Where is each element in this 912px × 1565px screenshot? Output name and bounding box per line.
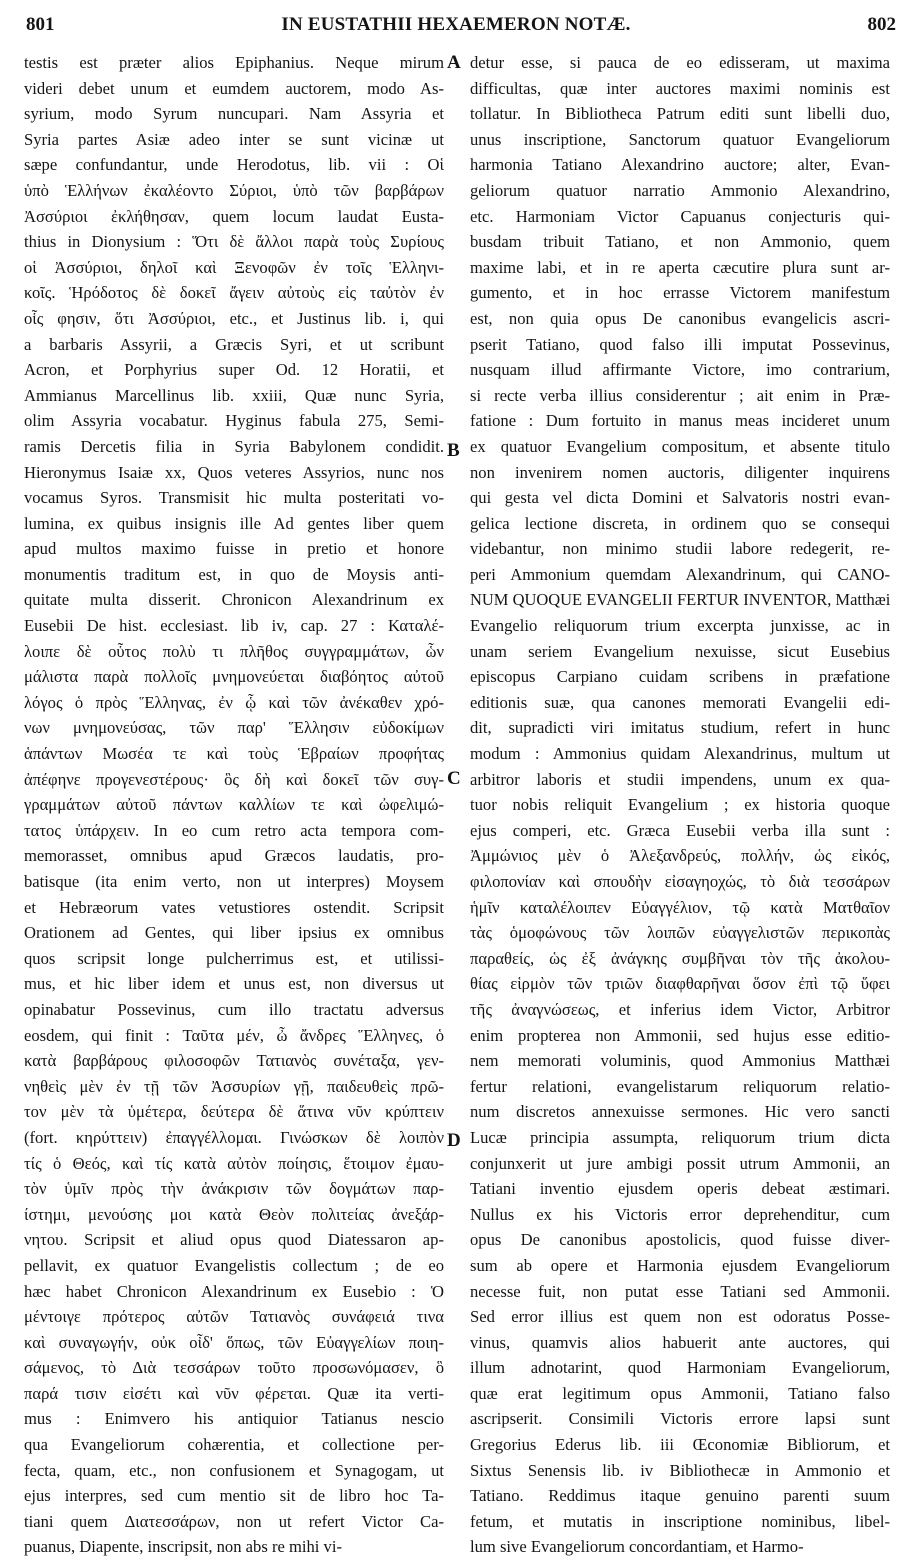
text-line: τίς ὁ Θεός, καὶ τίς κατὰ αὐτὸν ποίησις, ἕτοιμον ἐμαυ- bbox=[24, 1153, 444, 1173]
text-line: quitate multa disserit. Chronicon Alexandrinum ex bbox=[24, 590, 444, 610]
text-line: enim propterea non Ammonii, sed hujus esse editio- bbox=[470, 1025, 890, 1045]
text-line: ramis Dercetis filia in Syria Babylonem condidit. bbox=[24, 436, 444, 456]
text-line: sæpe confundantur, unde Herodotus, lib. vii : Οἱ bbox=[24, 155, 444, 175]
text-line: vocamus Syros. Transmisit hic multa posteritati vo- bbox=[24, 488, 444, 508]
text-line: Hieronymus Isaiæ xx, Quos veteres Assyrios, nunc nos bbox=[24, 462, 444, 482]
text-line: eosdem, qui finit : Ταῦτα μέν, ὦ ἄνδρες Ἕλληνες, ὁ bbox=[24, 1025, 444, 1045]
text-line: opus De canonibus apostolicis, quod fuisse diver- bbox=[470, 1230, 890, 1250]
text-line: si recte verba illius considerentur ; ait enim in Præ- bbox=[470, 385, 890, 405]
text-line: et Hebræorum vates vetustiores ostendit. Scripsit bbox=[24, 897, 444, 917]
text-line: difficultas, quæ inter auctores maximi nominis est bbox=[470, 78, 890, 98]
text-line: οἷς φησιν, ὅτι Ἀσσύριοι, etc., et Justinus lib. i, qui bbox=[24, 308, 444, 328]
text-line: peri Ammonium quemdam Alexandrinum, qui CANO- bbox=[470, 564, 890, 584]
text-line: ejus interpres, sed cum mentio sit de libro hoc Ta- bbox=[24, 1486, 444, 1506]
text-line: episcopus Carpiano cuidam scribens in præfatione bbox=[470, 667, 890, 687]
text-line: fatione : Dum fortuito in manus meas incideret unum bbox=[470, 411, 890, 431]
running-header bbox=[0, 0, 912, 46]
text-line: arbitror laboris et studii impendens, unum ex qua- bbox=[470, 769, 890, 789]
text-line: thius in Dionysium : Ὅτι δὲ ἄλλοι παρὰ τοὺς Συρίους bbox=[24, 232, 444, 252]
text-line: λόγος ὁ πρὸς Ἕλληνας, ἐν ᾧ καὶ τῶν ἀνέκαθεν χρό- bbox=[24, 692, 444, 712]
text-line: hæc habet Chronicon Alexandrinum ex Eusebio : Ὁ bbox=[24, 1281, 444, 1301]
text-line: nusquam illud affirmante Victore, imo contrarium, bbox=[470, 360, 890, 380]
text-line: pserit Tatiano, quod falso illi imputat Possevinus, bbox=[470, 334, 890, 354]
text-line: παραθείς, ὡς ἐξ ἀνάγκης συμβῆναι τὸν τῆς ἀκολου- bbox=[470, 948, 890, 968]
text-line: batisque (ita enim verto, non ut interpres) Moysem bbox=[24, 872, 444, 891]
text-line: unus inscriptione, Sanctorum quatuor Evangeliorum bbox=[470, 129, 890, 149]
text-line: monumentis traditum est, in quo de Moysis anti- bbox=[24, 564, 444, 584]
text-line: Syria partes Asiæ adeo inter se sunt vicinæ ut bbox=[24, 129, 444, 149]
text-line: λοιπε δὲ οὗτος πολὺ τι πλῆθος συγγραμμάτων, ὧν bbox=[24, 641, 444, 661]
text-line: vinus, quamvis alios habuerit ante auctores, qui bbox=[470, 1332, 890, 1352]
text-line: θίας εἱρμὸν τῶν τριῶν διαφθαρῆναι ὅσον ἐπὶ τῷ ὕφει bbox=[470, 974, 890, 994]
text-line: fertur relationi, evangelistarum reliquorum relatio- bbox=[470, 1076, 890, 1096]
text-line: Ammianus Marcellinus lib. xxiii, Quæ nunc Syria, bbox=[24, 385, 444, 405]
text-line: illum adnotarint, quod Harmoniam Evangeliorum, bbox=[470, 1358, 890, 1378]
text-line: quæ erat legitimum opus Ammonii, Tatiano falso bbox=[470, 1383, 890, 1403]
text-line: busdam tribuit Tatiano, et non Ammonio, quem bbox=[470, 232, 890, 252]
text-line: editionis suæ, qua canones memorati Evangelii edi- bbox=[470, 692, 890, 712]
text-line: videri debet unum et eumdem auctorem, modo As- bbox=[24, 78, 444, 98]
text-line: conjunxerit ut jure ambigi possit utrum Ammonii, an bbox=[470, 1153, 890, 1173]
text-line: Nullus ex his Victoris error deprehenditur, cum bbox=[470, 1204, 890, 1224]
text-line: sum ab opere et Harmonia ejusdem Evangeliorum bbox=[470, 1255, 890, 1275]
margin-marker-d: D bbox=[447, 1130, 461, 1151]
text-line: tiani quem Διατεσσάρων, non ut refert Victor Ca- bbox=[24, 1511, 444, 1531]
text-line: geliorum quatuor narratio Ammonio Alexandrino, bbox=[470, 180, 890, 200]
text-line: non invenirem nomen auctoris, diligenter inquirens bbox=[470, 462, 890, 482]
text-line: ex quatuor Evangelium compositum, et absente titulo bbox=[470, 436, 890, 456]
text-line: dit, supradicti viri imitatus studium, refert in hunc bbox=[470, 718, 890, 738]
text-line: fecta, quam, etc., non confusionem et Synagogam, ut bbox=[24, 1460, 444, 1480]
text-line: apud multos maximo fuisse in pretio et honore bbox=[24, 539, 444, 559]
text-line: Tatiano. Reddimus itaque genuino parenti suum bbox=[470, 1486, 890, 1506]
text-line: μάλιστα παρὰ πολλοῖς μνημονεύεται διαβόητος αὐτοῦ bbox=[24, 667, 444, 687]
text-line: pellavit, ex quatuor Evangelistis collectum ; de eo bbox=[24, 1255, 444, 1275]
text-line: τῆς ἀναγνώσεως, et inferius idem Victor, Arbitror bbox=[470, 999, 890, 1019]
text-line: NUM QUOQUE EVANGELII FERTUR INVENTOR, Matthæi bbox=[470, 590, 891, 610]
margin-marker-a: A bbox=[447, 52, 461, 73]
text-line: κοῖς. Ἡρόδοτος δὲ δοκεῖ ἄγειν αὐτοὺς εἰς ταὐτὸν ἐν bbox=[24, 283, 444, 303]
text-line: necesse fuit, non putat esse Tatiani sed Ammonii. bbox=[470, 1281, 890, 1301]
text-line: Sixtus Senensis lib. iv Bibliothecæ in Ammonio et bbox=[470, 1460, 890, 1480]
text-line: fetum, et mutatis in inscriptione nominibus, libel- bbox=[470, 1511, 890, 1531]
text-line: τὰς ὁμοφώνους τῶν λοιπῶν εὐαγγελιστῶν περικοπὰς bbox=[470, 923, 890, 943]
text-line: lumina, ex quibus insignis ille Ad gentes liber quem bbox=[24, 513, 444, 533]
margin-marker-b: B bbox=[447, 440, 460, 461]
text-line: videbantur, non minimo studii labore redegerit, re- bbox=[470, 539, 890, 559]
text-line: est, non quia opus De canonibus evangelicis ascri- bbox=[470, 308, 890, 328]
text-line: a barbaris Assyrii, a Græcis Syri, et ut scribunt bbox=[24, 334, 444, 354]
text-line: ἁπάντων Μωσέα τε καὶ τοὺς Ἑβραίων προφήτας bbox=[24, 744, 444, 764]
text-line: ὑπὸ Ἑλλήνων ἐκαλέοντο Σύριοι, ὑπὸ τῶν βαρβάρων bbox=[24, 180, 444, 200]
text-line: σάμενος, τὸ Διὰ τεσσάρων τοῦτο προσωνόμασεν, ὃ bbox=[24, 1358, 444, 1378]
text-line: tollatur. In Bibliotheca Patrum editi sunt libelli duo, bbox=[470, 104, 890, 124]
text-line: tuor nobis reliquit Evangelium ; ex historia quoque bbox=[470, 795, 890, 815]
text-line: ascripserit. Consimili Victoris errore lapsi sunt bbox=[470, 1409, 890, 1429]
text-line: quos scripsit longe pulcherrimus est, et utilissi- bbox=[24, 948, 444, 968]
text-line: τατος ὑπάρχειν. In eo cum retro acta tempora com- bbox=[24, 820, 444, 840]
text-line: Ἀμμώνιος μὲν ὁ Ἀλεξανδρεύς, πολλήν, ὡς εἰκός, bbox=[470, 846, 890, 866]
page-number-right: 802 bbox=[867, 14, 896, 35]
text-line: modum : Ammonius quidam Alexandrinus, multum ut bbox=[470, 744, 890, 764]
text-line: τὸν ὑμῖν πρὸς τὴν ἀνάκρισιν τῶν δογμάτων παρ- bbox=[24, 1179, 444, 1199]
text-line: Sed error illius est quem non est odoratus Posse- bbox=[470, 1307, 890, 1327]
text-line: etc. Harmoniam Victor Capuanus conjecturis qui- bbox=[470, 206, 890, 226]
text-line: νων μνημονεύσας, τῶν παρ' Ἕλλησιν εὐδοκίμων bbox=[24, 718, 444, 738]
page-number-left: 801 bbox=[26, 14, 55, 35]
text-line: Ἀσσύριοι ἐκλήθησαν, quem locum laudat Eusta- bbox=[24, 206, 444, 226]
text-line: unam seriem Evangelium nexuisse, sicut Eusebius bbox=[470, 641, 890, 661]
text-line: lum sive Evangeliorum concordantiam, et Harmo- bbox=[470, 1537, 804, 1557]
text-line: γραμμάτων αὐτοῦ πάντων καλλίων τε καὶ ὠφελιμώ- bbox=[24, 795, 444, 815]
running-title: IN EUSTATHII HEXAEMERON NOTÆ. bbox=[281, 14, 631, 35]
text-line: Gregorius Ederus lib. iii Œconomiæ Bibliorum, et bbox=[470, 1435, 890, 1455]
text-line: num discretos annexuisse sermones. Hic vero sancti bbox=[470, 1102, 890, 1122]
text-line: ejus comperi, etc. Græca Eusebii verba illa sunt : bbox=[470, 820, 890, 840]
text-line: φιλοπονίαν καὶ σπουδὴν εἰσαγηοχώς, τὸ διὰ τεσσάρων bbox=[470, 872, 890, 891]
text-line: gelica lectione discreta, in ordinem quo se consequi bbox=[470, 513, 890, 533]
text-line: ἀπέφηνε προγενεστέρους· ὃς δὴ καὶ δοκεῖ τῶν συγ- bbox=[24, 769, 444, 789]
text-line: puanus, Diapente, inscripsit, non abs re mihi vi- bbox=[24, 1537, 342, 1557]
text-line: Eusebii De hist. ecclesiast. lib iv, cap. 27 : Καταλέ- bbox=[24, 616, 444, 636]
margin-marker-c: C bbox=[447, 768, 461, 789]
text-line: nem memorati voluminis, quod Ammonius Matthæi bbox=[470, 1051, 890, 1071]
text-line: maxime labi, et in re aperta cæcutire plura sunt ar- bbox=[470, 257, 890, 277]
text-line: mus : Enimvero his antiquior Tatianus nescio bbox=[24, 1409, 444, 1429]
text-line: syrium, modo Syrum nuncupari. Nam Assyria et bbox=[24, 104, 444, 124]
text-line: olim Assyria vocabatur. Hyginus fabula 275, Semi- bbox=[24, 411, 444, 431]
text-line: ίστημι, μενούσης μοι κατὰ Θεὸν πολιτείας ἀνεξάρ- bbox=[24, 1204, 444, 1224]
text-line: testis est præter alios Epiphanius. Neque mirum bbox=[24, 53, 444, 72]
text-line: detur esse, si pauca de eo edisseram, ut maxima bbox=[470, 53, 890, 72]
text-line: καὶ συναγωγήν, οὐκ οἶδ' ὅπως, τῶν Εὐαγγελίων ποιη- bbox=[24, 1332, 444, 1352]
text-line: Evangelio reliquorum trium excerpta junxisse, ac in bbox=[470, 616, 890, 636]
text-line: Lucæ principia assumpta, reliquorum trium dicta bbox=[470, 1127, 890, 1147]
text-line: Tatiani inventio ejusdem operis debeat æstimari. bbox=[470, 1179, 890, 1199]
text-line: Acron, et Porphyrius super Od. 12 Horatii, et bbox=[24, 360, 444, 380]
text-line: qua Evangeliorum cohærentia, et collectione per- bbox=[24, 1435, 444, 1455]
text-line: (fort. κηρύττειν) ἐπαγγέλλομαι. Γινώσκων δὲ λοιπὸν bbox=[24, 1127, 444, 1147]
text-line: qui gesta vel dicta Domini et Salvatoris nostri evan- bbox=[470, 488, 890, 508]
text-line: Orationem ad Gentes, qui liber ipsius ex omnibus bbox=[24, 923, 444, 943]
text-line: οἱ Ἀσσύριοι, δηλοῖ καὶ Ξενοφῶν ἐν τοῖς Ἑλληνι- bbox=[24, 257, 444, 277]
text-line: ἡμῖν καταλέλοιπεν Εὐαγγέλιον, τῷ κατὰ Ματθαῖον bbox=[470, 897, 890, 917]
right-column bbox=[470, 50, 890, 1560]
text-line: opinabatur Possevinus, cum illo tractatu adversus bbox=[24, 999, 444, 1019]
text-line: παρά τισιν εἰσέτι καὶ νῦν φέρεται. Quæ ita verti- bbox=[24, 1383, 444, 1403]
text-line: νητου. Scripsit et aliud opus quod Diatessaron ap- bbox=[24, 1230, 444, 1250]
text-line: νηθεὶς μὲν ἐν τῇ τῶν Ἀσσυρίων γῇ, παιδευθεὶς πρῶ- bbox=[24, 1076, 444, 1096]
text-line: κατὰ βαρβάρους φιλοσοφῶν Τατιανὸς συνέταξα, γεν- bbox=[24, 1051, 444, 1071]
text-line: τον μὲν τὰ ὑμέτερα, δεύτερα δὲ ἅτινα νῦν κρύπτειν bbox=[24, 1102, 444, 1122]
text-line: gumento, et in hoc errasse Victorem manifestum bbox=[470, 283, 890, 303]
text-line: memorasset, omnibus apud Græcos laudatis, pro- bbox=[24, 846, 444, 866]
text-line: μέντοιγε πρότερος αὐτῶν Τατιανὸς συνάφειά τινα bbox=[24, 1307, 444, 1327]
left-column bbox=[24, 50, 444, 1560]
text-line: harmonia Tatiano Alexandrino auctore; alter, Evan- bbox=[470, 155, 890, 175]
text-line: mus, et hic liber idem et unus est, non diversus ut bbox=[24, 974, 444, 994]
